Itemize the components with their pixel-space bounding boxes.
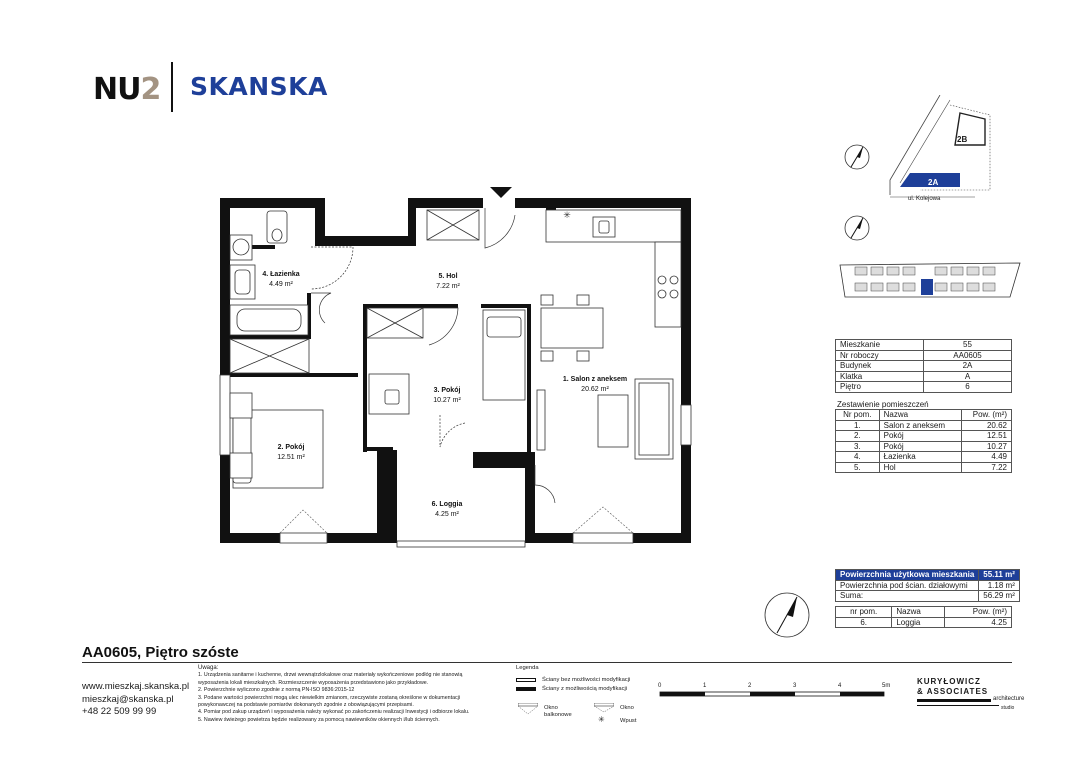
- scale-tick: 0: [658, 683, 662, 689]
- skanska-logo: SKANSKA: [190, 72, 328, 101]
- table-header-row: [836, 410, 1012, 421]
- table-cell: 20.62: [961, 420, 1011, 431]
- table-row: [836, 340, 1012, 351]
- scale-bar: [656, 684, 906, 704]
- column-header: Nazwa: [879, 410, 961, 421]
- info-label: Budynek: [836, 361, 924, 372]
- column-header: nr pom.: [836, 607, 892, 618]
- info-value: AA0605: [924, 350, 1012, 361]
- legend-item: [516, 677, 630, 683]
- building-2b-label: 2B: [957, 135, 968, 144]
- balcony-window-icon: [518, 703, 538, 715]
- table-row: [836, 361, 1012, 372]
- nu2-logo: [93, 72, 160, 107]
- room-label-salon: [563, 375, 627, 395]
- table-row: [836, 371, 1012, 382]
- table-cell: 2.: [836, 431, 880, 442]
- loggia-table: [835, 606, 1012, 628]
- room-label-lazienka: [262, 270, 299, 290]
- table-row: [836, 617, 1012, 628]
- table-cell: 1.: [836, 420, 880, 431]
- summary-label: Powierzchnia pod ścian. działowymi: [836, 580, 979, 591]
- info-value: 6: [924, 382, 1012, 393]
- architect-logo: [917, 677, 1025, 713]
- nu2-logo-main: NU: [93, 72, 141, 107]
- architect-name-line: KURYŁOWICZ: [917, 677, 981, 686]
- legend-label: Ściany bez możliwości modyfikacji: [542, 677, 631, 683]
- table-row: [836, 431, 1012, 442]
- logo-divider: [171, 62, 173, 112]
- scale-bar-drawing: [656, 684, 906, 704]
- room-area: 20.62 m²: [581, 386, 609, 393]
- room-name: 4. Łazienka: [262, 271, 300, 278]
- column-header: Nazwa: [892, 607, 944, 618]
- table-row: [836, 441, 1012, 452]
- table-cell: 5.: [836, 462, 880, 473]
- legend-label: Wpust: [620, 718, 637, 724]
- rooms-table: [835, 409, 1012, 473]
- notes-block: [198, 665, 503, 724]
- table-cell: Hol: [879, 462, 961, 473]
- room-area: 4.49 m²: [269, 281, 293, 288]
- legend-label-line: balkonowe: [544, 712, 572, 718]
- scale-tick: 1: [703, 683, 707, 689]
- room-label-loggia: [432, 500, 463, 520]
- architect-logo-rule: [917, 705, 999, 706]
- room-area: 12.51 m²: [277, 454, 305, 461]
- scale-tick: 3: [793, 683, 797, 689]
- summary-value: 1.18 m²: [979, 580, 1020, 591]
- note-line: 2. Powierzchnie wyliczono zgodnie z normą PN-ISO 9836:2015-12: [198, 687, 355, 694]
- room-area: 4.25 m²: [435, 511, 459, 518]
- room-area: 7.22 m²: [436, 283, 460, 290]
- note-line: 5. Nawiew świeżego powietrza będzie realizowany za pomocą nawiewników okiennych i/lub ściennych.: [198, 716, 440, 723]
- floor-key-plan: [835, 255, 1025, 305]
- svg-text:✳: ✳: [563, 211, 571, 221]
- room-name: 5. Hol: [438, 273, 458, 280]
- table-cell: 10.27: [961, 441, 1011, 452]
- room-area: 10.27 m²: [433, 397, 461, 404]
- room-label-pokoj-2: [277, 443, 305, 463]
- apartment-title: AA0605, Piętro szóste: [82, 644, 239, 661]
- inlet-icon: ✳: [598, 715, 605, 724]
- scale-tick: 5m: [882, 683, 891, 689]
- wall-swatch-icon: [516, 678, 536, 682]
- info-label: Piętro: [836, 382, 924, 393]
- table-cell: 4.25: [944, 617, 1011, 628]
- table-cell: 7.22: [961, 462, 1011, 473]
- info-value: A: [924, 371, 1012, 382]
- compass-icon: [843, 214, 871, 242]
- room-name: 2. Pokój: [277, 444, 305, 451]
- summary-value: 55.11 m²: [979, 570, 1020, 581]
- website-link[interactable]: www.mieszkaj.skanska.pl: [82, 681, 190, 692]
- area-summary-table: [835, 569, 1020, 602]
- legend-label-line: Okno: [544, 705, 558, 711]
- architect-name-line: & ASSOCIATES: [917, 687, 989, 696]
- info-label: Nr roboczy: [836, 350, 924, 361]
- table-header-row: [836, 607, 1012, 618]
- table-row: [836, 452, 1012, 463]
- legend-label: Okno: [620, 705, 634, 711]
- table-cell: Łazienka: [879, 452, 961, 463]
- note-line: 4. Pomiar pod zakup urządzeń i wyposażenia należy wykonać po zakończeniu realizacji Inwestycji i odbiorze lokalu.: [198, 709, 470, 716]
- table-row: [836, 420, 1012, 431]
- table-cell: Pokój: [879, 441, 961, 452]
- table-row: [836, 570, 1020, 581]
- email-link[interactable]: mieszkaj@skanska.pl: [82, 693, 174, 705]
- scale-tick: 2: [748, 683, 752, 689]
- note-line: 1. Urządzenia sanitarne i kuchenne, drzwi wewnątrzlokalowe oraz materiały wykończeniowe podłóg nie stanowią: [198, 672, 463, 679]
- table-row: [836, 591, 1020, 602]
- room-name: 6. Loggia: [431, 501, 463, 508]
- phone-number: +48 22 509 99 99: [82, 706, 157, 717]
- summary-value: 56.29 m²: [979, 591, 1020, 602]
- window-icon: [594, 703, 614, 713]
- table-cell: 4.49: [961, 452, 1011, 463]
- table-row: [836, 462, 1012, 473]
- table-row: [836, 382, 1012, 393]
- architect-subtitle: architecture: [993, 696, 1025, 702]
- info-value: 2A: [924, 361, 1012, 372]
- notes-title: Uwaga:: [198, 665, 219, 671]
- table-cell: 6.: [836, 617, 892, 628]
- table-row: [836, 580, 1020, 591]
- room-label-pokoj-3: [433, 386, 461, 406]
- compass-icon: [763, 591, 811, 639]
- column-header: Pow. (m²): [944, 607, 1011, 618]
- table-cell: 12.51: [961, 431, 1011, 442]
- info-label: Klatka: [836, 371, 924, 382]
- table-cell: Loggia: [892, 617, 944, 628]
- rooms-table-title: Zestawienie pomieszczeń: [837, 400, 929, 409]
- legend: [516, 665, 656, 735]
- room-label-hol: [436, 272, 460, 292]
- apartment-info-table: [835, 339, 1012, 393]
- architect-subtitle: studio: [1001, 705, 1015, 711]
- room-name: 3. Pokój: [433, 387, 461, 394]
- column-header: Pow. (m²): [961, 410, 1011, 421]
- column-header: Nr pom.: [836, 410, 880, 421]
- summary-label: Powierzchnia użytkowa mieszkania: [836, 570, 979, 581]
- architect-logo-bar: [917, 699, 991, 702]
- note-line: wyposażenia lokali mieszkalnych. Rozmieszczenie wyposażenia przedstawiono jako przykładowe.: [198, 679, 429, 686]
- floor-plan: [215, 185, 700, 555]
- legend-label: Ściany z możliwością modyfikacji: [542, 686, 628, 692]
- table-cell: 3.: [836, 441, 880, 452]
- scale-tick: 4: [838, 683, 842, 689]
- street-label: ul. Kolejowa: [908, 196, 941, 202]
- summary-label: Suma:: [836, 591, 979, 602]
- legend-title: Legenda: [516, 665, 539, 671]
- legend-label: [544, 705, 572, 719]
- footer-divider: [82, 662, 1012, 663]
- note-line: powykonawczej na podstawie pomiarów dokonanych zgodnie z obowiązującymi przepisami.: [198, 702, 414, 709]
- table-cell: 4.: [836, 452, 880, 463]
- table-cell: Pokój: [879, 431, 961, 442]
- wall-swatch-icon: [516, 687, 536, 691]
- info-label: Mieszkanie: [836, 340, 924, 351]
- legend-item: [516, 686, 627, 692]
- note-line: 3. Podane wartości powierzchni mogą ulec niewielkim zmianom, rzeczywiste zostaną określone w dokumentacji: [198, 694, 461, 701]
- contact-block: [82, 681, 189, 719]
- table-cell: Salon z aneksem: [879, 420, 961, 431]
- nu2-logo-accent: 2: [140, 72, 161, 107]
- room-name: 1. Salon z aneksem: [562, 376, 628, 383]
- building-2a-label: 2A: [928, 178, 939, 187]
- info-value: 55: [924, 340, 1012, 351]
- table-row: [836, 350, 1012, 361]
